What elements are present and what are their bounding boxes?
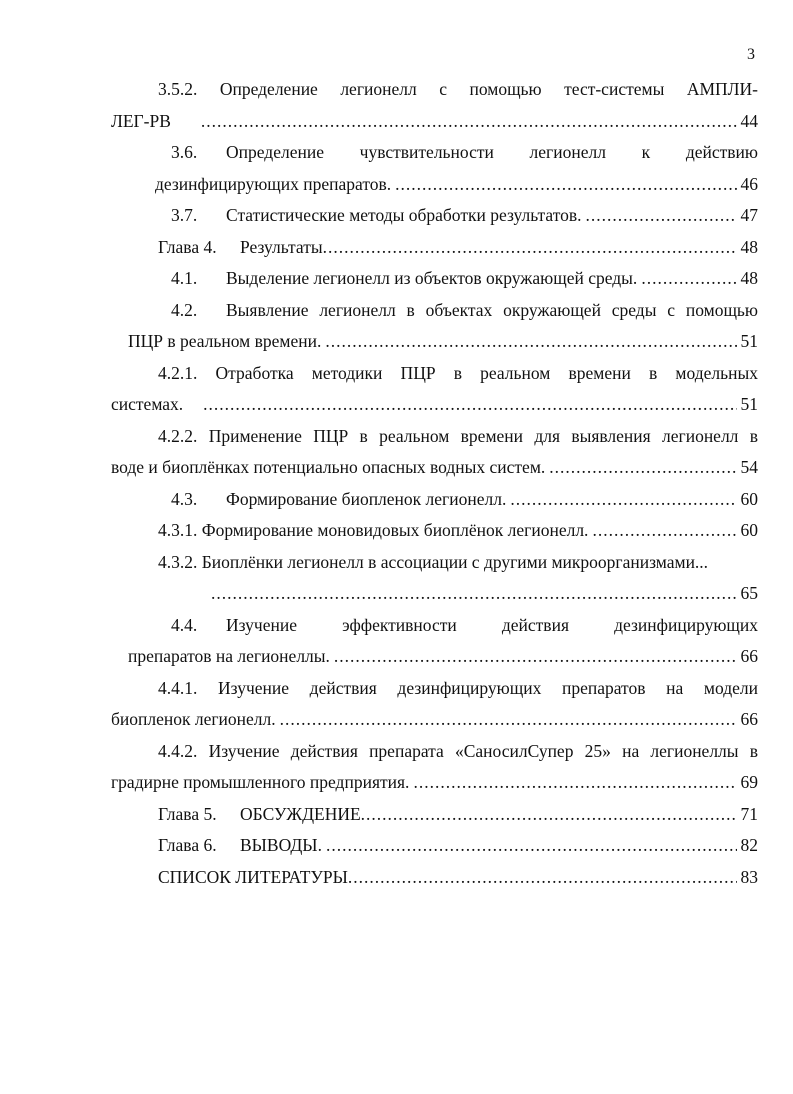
toc-entry-text: биопленок легионелл. <box>111 709 276 729</box>
toc-entry-3-5-2-line1 <box>111 74 758 106</box>
toc-entry-text: Результаты <box>240 236 323 257</box>
toc-entry-3-5-2-line2 <box>111 106 758 138</box>
toc-entry-number: 4.1. <box>171 268 198 288</box>
toc-page-number: 47 <box>740 205 758 225</box>
toc-entry-text: 4.2.1. Отработка методики ПЦР в реальном времени в модельных <box>158 362 758 383</box>
toc-entry-text: 4.3.1. Формирование моновидовых биоплёнок легионелл. <box>158 520 589 540</box>
toc-entry-references <box>111 862 758 894</box>
leader-dots <box>334 641 737 673</box>
toc-entry-text: СПИСОК ЛИТЕРАТУРЫ <box>158 866 348 887</box>
toc-page-number: 60 <box>740 520 758 540</box>
toc-entry-4-2-line1 <box>111 295 758 327</box>
toc-entry-number: 3.7. <box>171 205 198 225</box>
toc-entry-text: 4.4.2. Изучение действия препарата «СаносилСупер 25» на легионеллы в <box>158 740 758 761</box>
toc-entry-4-2-2-line2 <box>111 452 758 484</box>
toc-entry-text: Выделение легионелл из объектов окружающей среды. <box>226 268 638 288</box>
leader-dots <box>592 515 736 547</box>
leader-dots <box>361 799 737 831</box>
toc-page-number: 66 <box>740 646 758 666</box>
toc-page-number: 65 <box>740 583 758 603</box>
toc-entry-4-4-1-line1 <box>111 673 758 705</box>
toc-entry-chapter-5 <box>111 799 758 831</box>
toc-entry-4-2-line2 <box>111 326 758 358</box>
leader-dots <box>413 767 736 799</box>
toc-page-number: 48 <box>740 236 758 257</box>
toc-page-number: 51 <box>740 331 758 351</box>
leader-dots <box>510 484 736 516</box>
toc-page-number: 46 <box>740 173 758 194</box>
leader-dots <box>211 578 737 610</box>
toc-page-number: 54 <box>740 457 758 477</box>
toc-entry-4-3 <box>111 484 758 516</box>
toc-entry-text: ВЫВОДЫ. <box>240 835 322 855</box>
toc-entry-text: Формирование биопленок легионелл. <box>226 488 507 509</box>
toc-entry-4-3-2-line1 <box>111 547 758 579</box>
toc-entry-number: Глава 6. <box>158 835 217 855</box>
leader-dots <box>586 200 737 232</box>
toc-entry-text: Определение чувствительности легионелл к действию <box>226 142 758 162</box>
leader-dots <box>395 169 736 201</box>
toc-entry-4-4-2-line1 <box>111 736 758 768</box>
leader-dots <box>201 106 737 138</box>
toc-entry-chapter-6 <box>111 830 758 862</box>
toc-entry-text: Выявление легионелл в объектах окружающей среды с помощью <box>226 299 758 320</box>
toc-page-number: 66 <box>740 709 758 729</box>
toc-entry-text: ОБСУЖДЕНИЕ <box>240 803 361 824</box>
toc-entry-text: Статистические методы обработки результатов. <box>226 205 582 225</box>
toc-page-number: 51 <box>740 394 758 414</box>
leader-dots <box>323 232 737 264</box>
toc-entry-4-4-line2 <box>111 641 758 673</box>
toc-entry-text: 3.5.2. Определение легионелл с помощью тест-системы АМПЛИ- <box>158 79 758 99</box>
toc-entry-4-4-1-line2 <box>111 704 758 736</box>
leader-dots <box>326 830 737 862</box>
toc-entry-text: Изучение эффективности действия дезинфицирующих <box>226 614 758 635</box>
toc-entry-text: ПЦР в реальном времени. <box>128 331 322 351</box>
page-number: 3 <box>747 46 755 63</box>
toc-page-number: 82 <box>740 835 758 855</box>
toc-entry-number: 4.2. <box>171 299 198 320</box>
leader-dots <box>641 263 736 295</box>
toc-page-number: 48 <box>740 268 758 288</box>
toc-entry-text: 4.3.2. Биоплёнки легионелл в ассоциации с другими микроорганизмами... <box>158 551 709 572</box>
toc-page-number: 71 <box>740 803 758 824</box>
toc-entry-text: препаратов на легионеллы. <box>128 646 330 666</box>
leader-dots <box>280 704 737 736</box>
toc-entry-3-6-line2 <box>111 169 758 201</box>
toc-page-number: 44 <box>740 110 758 131</box>
toc-entry-3-6-line1 <box>111 137 758 169</box>
toc-entry-text: градирне промышленного предприятия. <box>111 772 410 792</box>
toc-entry-4-3-2-line2 <box>111 578 758 610</box>
toc-entry-4-2-1-line1 <box>111 358 758 390</box>
toc-entry-4-2-2-line1 <box>111 421 758 453</box>
toc-entry-number: Глава 4. <box>158 236 217 257</box>
toc-entry-number: 4.3. <box>171 488 198 509</box>
toc-entry-4-2-1-line2 <box>111 389 758 421</box>
toc-entry-chapter-4 <box>111 232 758 264</box>
leader-dots <box>348 862 737 894</box>
toc-entry-number: 4.4. <box>171 614 198 635</box>
table-of-contents <box>111 74 758 893</box>
toc-entry-4-4-line1 <box>111 610 758 642</box>
toc-entry-text: 4.4.1. Изучение действия дезинфицирующих препаратов на модели <box>158 677 758 698</box>
toc-entry-number: 3.6. <box>171 142 198 162</box>
toc-page-number: 60 <box>740 488 758 509</box>
toc-entry-text: воде и биоплёнках потенциально опасных водных систем. <box>111 457 546 477</box>
leader-dots <box>325 326 736 358</box>
leader-dots <box>203 389 736 421</box>
toc-entry-4-3-1 <box>111 515 758 547</box>
toc-entry-text: дезинфицирующих препаратов. <box>155 173 392 194</box>
toc-entry-text: 4.2.2. Применение ПЦР в реальном времени для выявления легионелл в <box>158 425 758 446</box>
toc-entry-4-1 <box>111 263 758 295</box>
toc-entry-text: системах. <box>111 394 184 414</box>
leader-dots <box>549 452 736 484</box>
toc-entry-text: ЛЕГ-РВ <box>111 110 171 131</box>
toc-entry-number: Глава 5. <box>158 803 217 824</box>
toc-entry-4-4-2-line2 <box>111 767 758 799</box>
toc-entry-3-7 <box>111 200 758 232</box>
toc-page-number: 69 <box>740 772 758 792</box>
toc-page-number: 83 <box>740 866 758 887</box>
